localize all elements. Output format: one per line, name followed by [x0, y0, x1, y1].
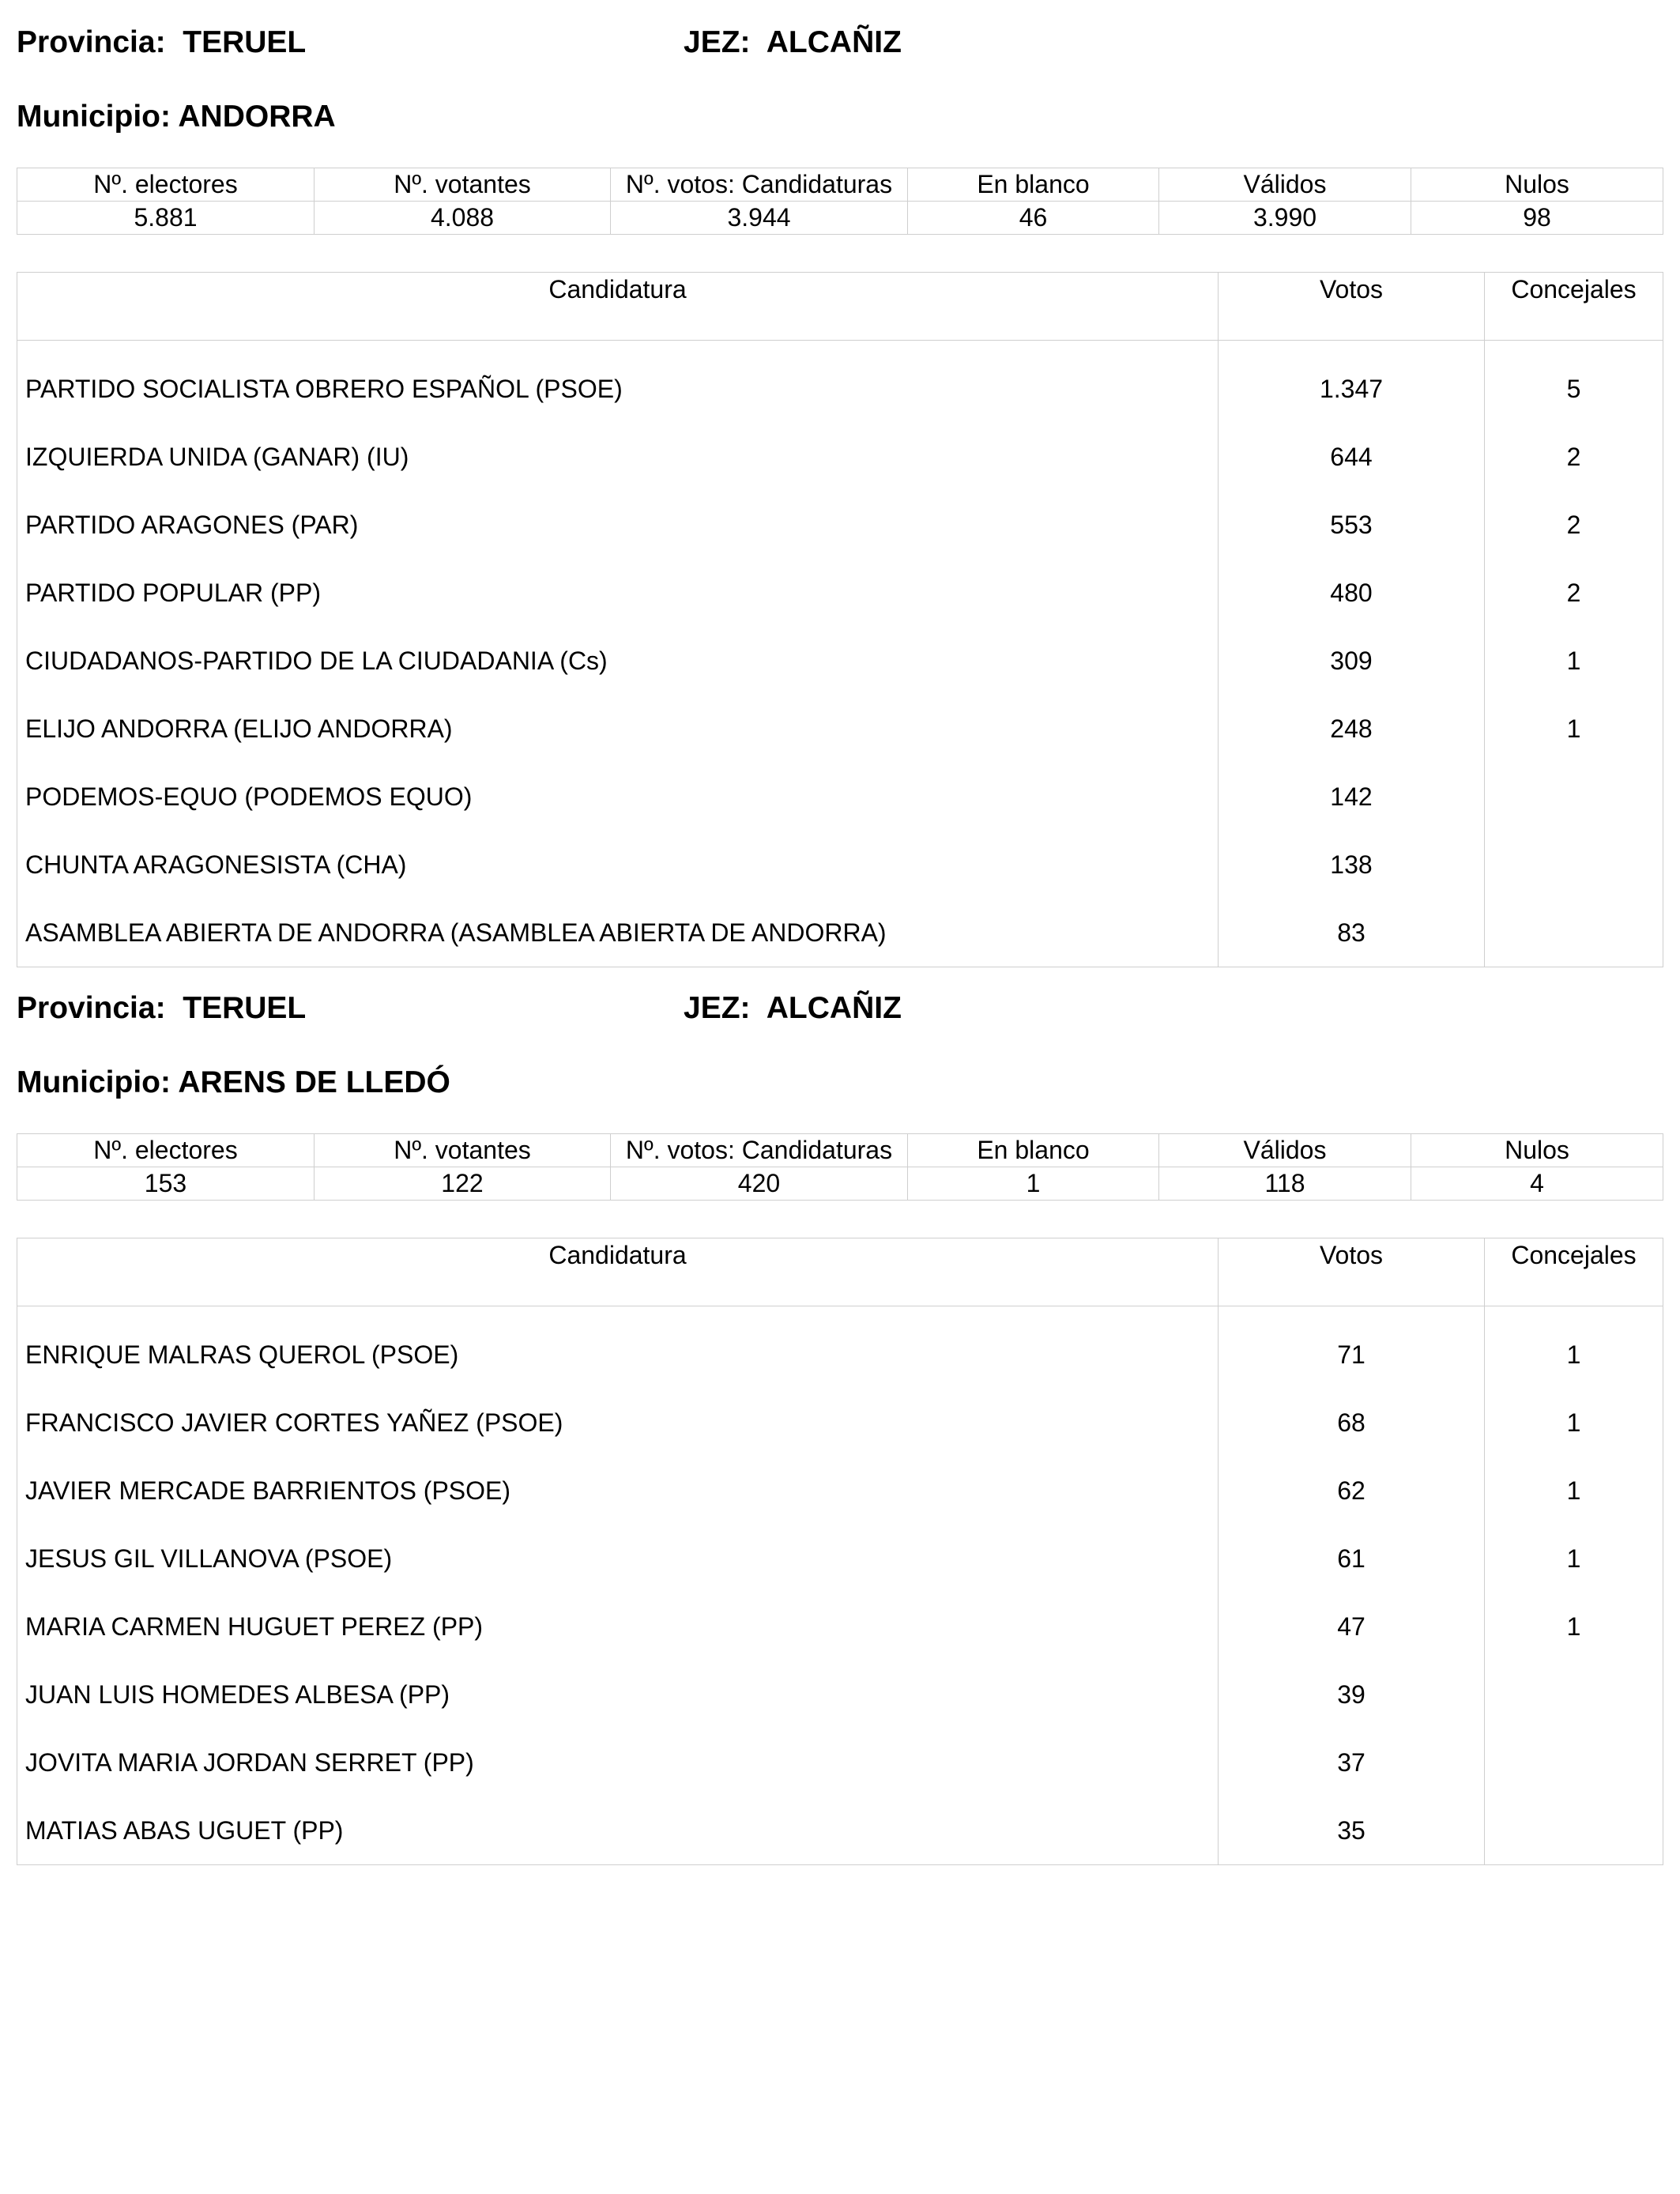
candidatura-name: ELIJO ANDORRA (ELIJO ANDORRA): [17, 695, 1219, 763]
summary-header-en-blanco: En blanco: [908, 168, 1159, 202]
candidatura-name: PARTIDO ARAGONES (PAR): [17, 491, 1219, 559]
candidatura-votos: 142: [1219, 763, 1485, 831]
candidatura-name: CIUDADANOS-PARTIDO DE LA CIUDADANIA (Cs): [17, 627, 1219, 695]
candidatura-name: IZQUIERDA UNIDA (GANAR) (IU): [17, 423, 1219, 491]
table-row: [17, 1661, 1663, 1728]
table-row: [17, 695, 1663, 763]
jez-line: [684, 991, 902, 1026]
provincia-line: [17, 991, 306, 1026]
summary-value-electores: 5.881: [17, 202, 315, 235]
candidatura-name: PODEMOS-EQUO (PODEMOS EQUO): [17, 763, 1219, 831]
summary-value-row: [17, 1167, 1663, 1201]
candidatura-name: MARIA CARMEN HUGUET PEREZ (PP): [17, 1593, 1219, 1661]
table-row: [17, 1525, 1663, 1593]
candidatura-votos: 47: [1219, 1593, 1485, 1661]
municipio-section-arens-de-lledo: [17, 966, 1663, 1845]
summary-header-electores: Nº. electores: [17, 168, 315, 202]
candidatura-votos: 644: [1219, 423, 1485, 491]
table-row: [17, 1306, 1663, 1389]
candidatura-name: JOVITA MARIA JORDAN SERRET (PP): [17, 1728, 1219, 1796]
candidatura-concejales: [1485, 899, 1663, 967]
candidatura-concejales: 2: [1485, 559, 1663, 627]
summary-header-validos: Válidos: [1159, 1134, 1411, 1167]
table-row: [17, 341, 1663, 424]
candidatura-concejales: 1: [1485, 695, 1663, 763]
summary-header-row: [17, 168, 1663, 202]
summary-header-electores: Nº. electores: [17, 1134, 315, 1167]
table-row: [17, 899, 1663, 967]
municipio-line: [17, 100, 336, 134]
table-row: [17, 1593, 1663, 1661]
summary-header-validos: Válidos: [1159, 168, 1411, 202]
jez-line: [684, 25, 902, 60]
candidatura-votos: 309: [1219, 627, 1485, 695]
summary-value-en-blanco: 1: [908, 1167, 1159, 1201]
summary-value-nulos: 98: [1411, 202, 1663, 235]
table-row: [17, 559, 1663, 627]
summary-value-votantes: 122: [315, 1167, 611, 1201]
municipio-value: ARENS DE LLEDÓ: [178, 1065, 450, 1099]
table-row: [17, 831, 1663, 899]
candidatura-votos: 62: [1219, 1457, 1485, 1525]
candidatura-name: FRANCISCO JAVIER CORTES YAÑEZ (PSOE): [17, 1389, 1219, 1457]
jez-label: JEZ:: [684, 991, 751, 1025]
candidatura-concejales: 2: [1485, 491, 1663, 559]
candidatura-name: JAVIER MERCADE BARRIENTOS (PSOE): [17, 1457, 1219, 1525]
candidatura-votos: 39: [1219, 1661, 1485, 1728]
candidatura-concejales: [1485, 1796, 1663, 1865]
candidatura-concejales: 1: [1485, 1525, 1663, 1593]
summary-value-electores: 153: [17, 1167, 315, 1201]
candidatura-concejales: 1: [1485, 1306, 1663, 1389]
provincia-label: Provincia:: [17, 991, 166, 1025]
summary-header-votos-candidaturas: Nº. votos: Candidaturas: [611, 1134, 908, 1167]
municipio-label: Municipio:: [17, 1065, 171, 1099]
table-row: [17, 1457, 1663, 1525]
summary-header-votos-candidaturas: Nº. votos: Candidaturas: [611, 168, 908, 202]
candidatura-votos: 248: [1219, 695, 1485, 763]
provincia-label: Provincia:: [17, 25, 166, 59]
candidatura-votos: 1.347: [1219, 341, 1485, 424]
candidatura-name: ASAMBLEA ABIERTA DE ANDORRA (ASAMBLEA ABIERTA DE ANDORRA): [17, 899, 1219, 967]
table-row: [17, 1728, 1663, 1796]
candidatura-concejales: 1: [1485, 1593, 1663, 1661]
table-row: [17, 1389, 1663, 1457]
section-header: [17, 966, 1663, 1132]
header-candidatura: Candidatura: [17, 273, 1219, 341]
table-row: [17, 627, 1663, 695]
summary-header-nulos: Nulos: [1411, 1134, 1663, 1167]
candidatura-votos: 71: [1219, 1306, 1485, 1389]
summary-value-votantes: 4.088: [315, 202, 611, 235]
section-header: [17, 0, 1663, 166]
candidatura-votos: 138: [1219, 831, 1485, 899]
candidatura-name: PARTIDO SOCIALISTA OBRERO ESPAÑOL (PSOE): [17, 341, 1219, 424]
candidatura-concejales: 1: [1485, 1457, 1663, 1525]
municipio-section-andorra: [17, 0, 1663, 947]
jez-value: ALCAÑIZ: [766, 25, 902, 59]
candidatura-votos: 83: [1219, 899, 1485, 967]
candidaturas-header-row: [17, 273, 1663, 341]
candidatura-concejales: 2: [1485, 423, 1663, 491]
candidatura-votos: 553: [1219, 491, 1485, 559]
candidatura-votos: 35: [1219, 1796, 1485, 1865]
candidatura-concejales: 5: [1485, 341, 1663, 424]
summary-value-row: [17, 202, 1663, 235]
candidatura-concejales: 1: [1485, 1389, 1663, 1457]
candidaturas-header-row: [17, 1238, 1663, 1306]
header-votos: Votos: [1219, 1238, 1485, 1306]
candidatura-name: JUAN LUIS HOMEDES ALBESA (PP): [17, 1661, 1219, 1728]
header-votos: Votos: [1219, 273, 1485, 341]
summary-value-validos: 3.990: [1159, 202, 1411, 235]
candidatura-concejales: [1485, 1728, 1663, 1796]
candidatura-name: MATIAS ABAS UGUET (PP): [17, 1796, 1219, 1865]
table-row: [17, 491, 1663, 559]
summary-value-nulos: 4: [1411, 1167, 1663, 1201]
candidatura-concejales: [1485, 831, 1663, 899]
candidaturas-table: [17, 1238, 1663, 1865]
candidatura-votos: 61: [1219, 1525, 1485, 1593]
candidatura-concejales: 1: [1485, 627, 1663, 695]
provincia-value: TERUEL: [183, 991, 307, 1025]
jez-value: ALCAÑIZ: [766, 991, 902, 1025]
jez-label: JEZ:: [684, 25, 751, 59]
header-concejales: Concejales: [1485, 1238, 1663, 1306]
summary-header-nulos: Nulos: [1411, 168, 1663, 202]
candidatura-concejales: [1485, 763, 1663, 831]
table-row: [17, 763, 1663, 831]
candidatura-votos: 480: [1219, 559, 1485, 627]
candidaturas-table: [17, 272, 1663, 967]
summary-value-votos-candidaturas: 420: [611, 1167, 908, 1201]
candidatura-votos: 68: [1219, 1389, 1485, 1457]
municipio-value: ANDORRA: [178, 100, 336, 134]
candidatura-concejales: [1485, 1661, 1663, 1728]
municipio-line: [17, 1065, 450, 1100]
candidatura-name: CHUNTA ARAGONESISTA (CHA): [17, 831, 1219, 899]
table-row: [17, 1796, 1663, 1865]
header-candidatura: Candidatura: [17, 1238, 1219, 1306]
provincia-value: TERUEL: [183, 25, 307, 59]
provincia-line: [17, 25, 306, 60]
summary-value-en-blanco: 46: [908, 202, 1159, 235]
summary-value-votos-candidaturas: 3.944: [611, 202, 908, 235]
summary-header-votantes: Nº. votantes: [315, 1134, 611, 1167]
summary-header-en-blanco: En blanco: [908, 1134, 1159, 1167]
summary-header-row: [17, 1134, 1663, 1167]
summary-table: [17, 168, 1663, 235]
header-concejales: Concejales: [1485, 273, 1663, 341]
table-row: [17, 423, 1663, 491]
candidatura-votos: 37: [1219, 1728, 1485, 1796]
summary-value-validos: 118: [1159, 1167, 1411, 1201]
municipio-label: Municipio:: [17, 100, 171, 134]
candidatura-name: JESUS GIL VILLANOVA (PSOE): [17, 1525, 1219, 1593]
candidatura-name: ENRIQUE MALRAS QUEROL (PSOE): [17, 1306, 1219, 1389]
summary-header-votantes: Nº. votantes: [315, 168, 611, 202]
candidatura-name: PARTIDO POPULAR (PP): [17, 559, 1219, 627]
summary-table: [17, 1133, 1663, 1201]
